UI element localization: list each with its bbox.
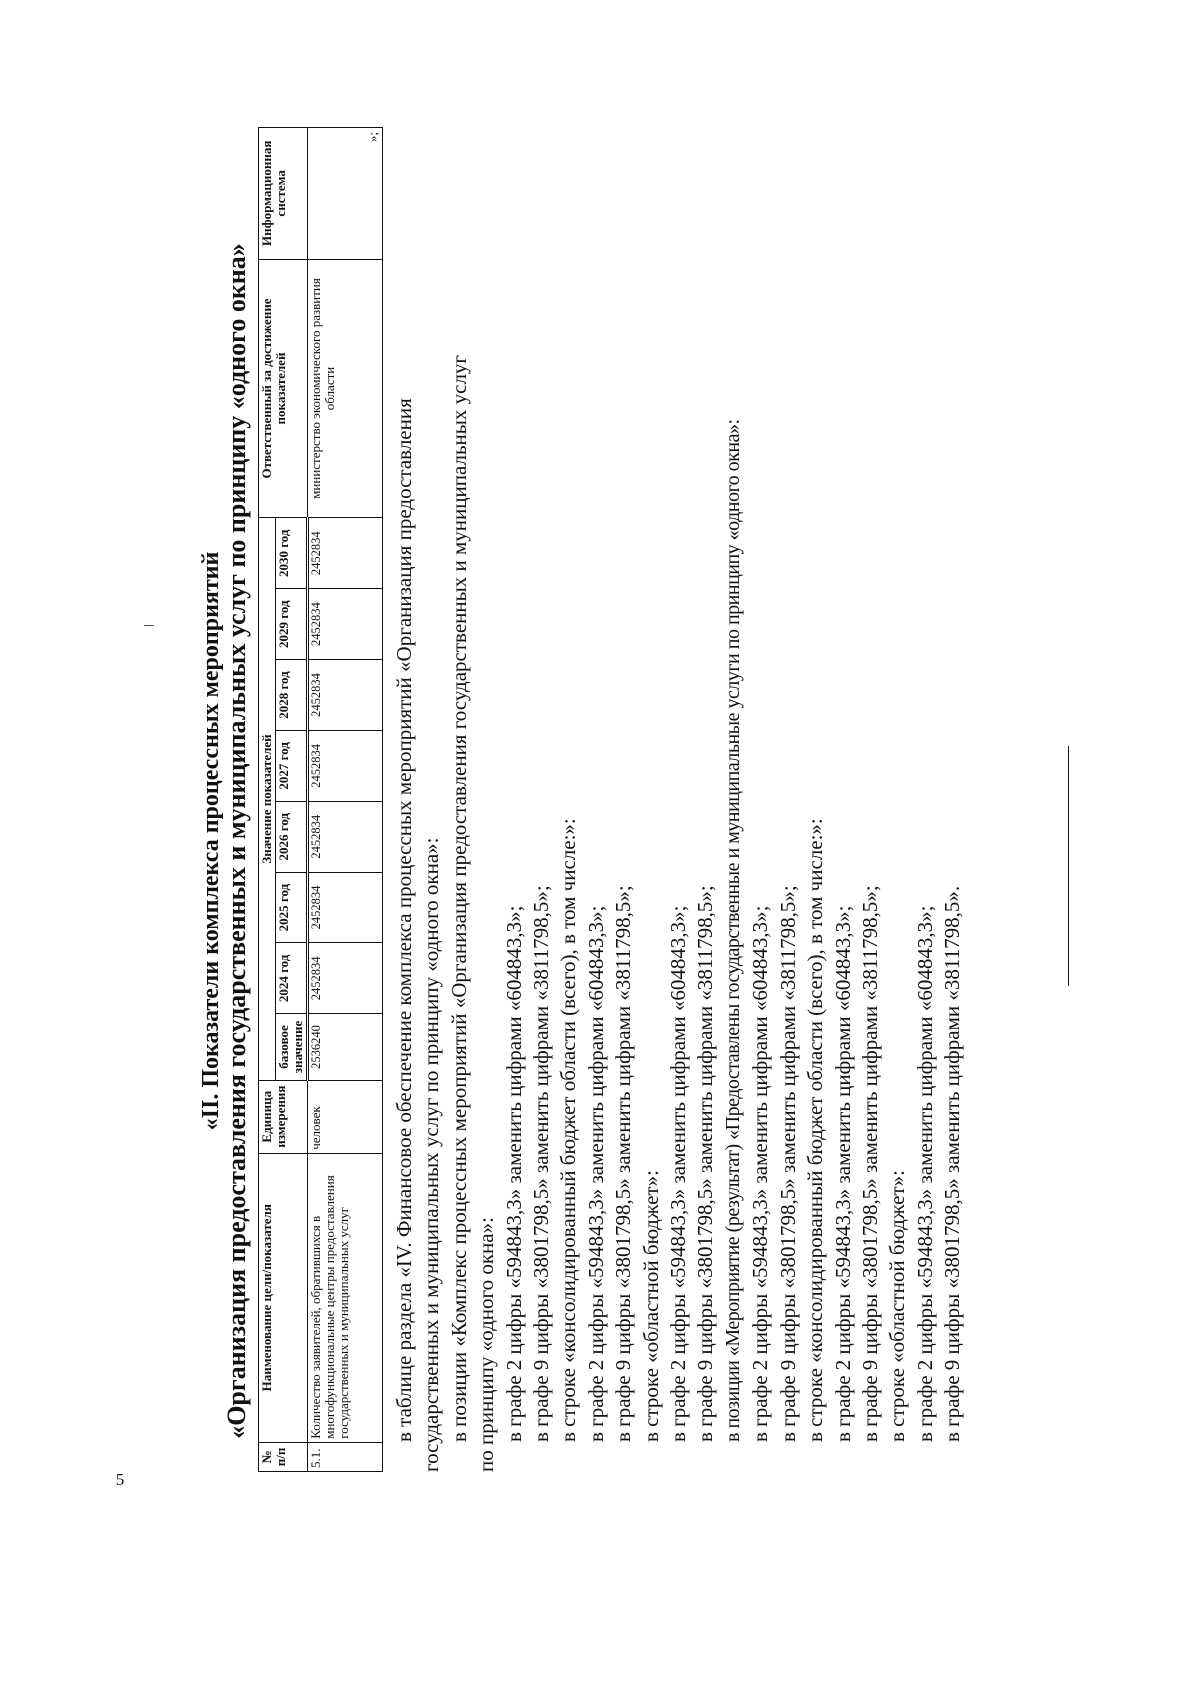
text-line: в графе 2 цифры «594843,3» заменить цифрами «604843,3»; bbox=[748, 905, 773, 1442]
row-base: 2536240 bbox=[308, 1014, 383, 1080]
row-year-value: 2452834 bbox=[308, 872, 383, 943]
header-base: базовое значение bbox=[276, 1014, 308, 1080]
text-line: в графе 2 цифры «594843,3» заменить цифрами «604843,3»; bbox=[501, 905, 526, 1442]
row-year-value: 2452834 bbox=[308, 943, 383, 1014]
text-line: государственных и муниципальных услуг по принципу «одного окна»: bbox=[419, 837, 444, 1472]
text-line: в графе 9 цифры «3801798,5» заменить цифрами «3811798,5»; bbox=[529, 885, 554, 1442]
row-year-value: 2452834 bbox=[308, 518, 383, 589]
table-header-row bbox=[259, 128, 276, 1472]
text-line: в строке «консолидированный бюджет области (всего), в том числе:»: bbox=[556, 818, 581, 1442]
row-year-value: 2452834 bbox=[308, 660, 383, 731]
amendments-text bbox=[391, 122, 967, 1472]
row-year-value: 2452834 bbox=[308, 589, 383, 660]
text-line: в строке «консолидированный бюджет области (всего), в том числе:»: bbox=[803, 818, 828, 1442]
text-line: в строке «областной бюджет»: bbox=[638, 1170, 663, 1442]
text-line: в позиции «Мероприятие (результат) «Предоставлены государственные и муниципальные услуги по принципу «одного окна»: bbox=[721, 419, 744, 1442]
header-year: 2029 год bbox=[276, 589, 308, 660]
row-unit: человек bbox=[308, 1080, 383, 1153]
row-responsible: министерство экономического развития области bbox=[308, 259, 383, 518]
row-name: Количество заявителей, обратившихся в многофункциональные центры предоставления государственных и муниципальных услуг bbox=[308, 1153, 383, 1442]
separator-rule bbox=[1068, 746, 1069, 986]
header-year: 2026 год bbox=[276, 801, 308, 872]
header-year: 2030 год bbox=[276, 518, 308, 589]
row-year-value: 2452834 bbox=[308, 801, 383, 872]
header-name: Наименование цели/показателя bbox=[259, 1153, 308, 1442]
row-infosystem bbox=[308, 128, 383, 260]
page-number: 5 bbox=[115, 1470, 125, 1489]
row-num: 5.1. bbox=[308, 1442, 383, 1471]
header-year: 2027 год bbox=[276, 730, 308, 801]
section-subheading: «Организация предоставления государственных и муниципальных услуг по принципу «одного окна» bbox=[222, 243, 251, 1439]
table-row bbox=[308, 128, 383, 1472]
text-line: в позиции «Комплекс процессных мероприятий «Организация предоставления государственных и муниципальных услуг bbox=[446, 354, 471, 1442]
closing-quote: »; bbox=[365, 132, 381, 143]
header-year: 2025 год bbox=[276, 872, 308, 943]
text-line: в строке «областной бюджет»: bbox=[885, 1170, 910, 1442]
text-line: в графе 2 цифры «594843,3» заменить цифрами «604843,3»; bbox=[666, 905, 691, 1442]
text-line: в графе 9 цифры «3801798,5» заменить цифрами «3811798,5»; bbox=[693, 885, 718, 1442]
text-line: в графе 2 цифры «594843,3» заменить цифрами «604843,3»; bbox=[830, 905, 855, 1442]
header-num: № п/п bbox=[259, 1442, 308, 1471]
text-line: в графе 9 цифры «3801798,5» заменить цифрами «3811798,5»; bbox=[611, 885, 636, 1442]
text-line: в графе 2 цифры «594843,3» заменить цифрами «604843,3»; bbox=[912, 905, 937, 1442]
text-line: в графе 9 цифры «3801798,5» заменить цифрами «3811798,5»; bbox=[857, 885, 882, 1442]
text-line: в графе 9 цифры «3801798,5» заменить цифрами «3811798,5»; bbox=[775, 885, 800, 1442]
header-infosystem: Информационная система bbox=[259, 128, 308, 260]
text-line: по принципу «одного окна»: bbox=[474, 1217, 499, 1472]
indicators-table bbox=[258, 127, 383, 1472]
text-line: в графе 9 цифры «3801798,5» заменить цифрами «3811798,5». bbox=[940, 885, 965, 1442]
text-line: в таблице раздела «IV. Финансовое обеспечение комплекса процессных мероприятий «Организация предоставления bbox=[392, 398, 416, 1442]
header-values-group: Значение показателей bbox=[259, 518, 276, 1080]
header-responsible: Ответственный за достижение показателей bbox=[259, 259, 308, 518]
text-line: в графе 2 цифры «594843,3» заменить цифрами «604843,3»; bbox=[583, 905, 608, 1442]
header-year: 2024 год bbox=[276, 943, 308, 1014]
header-unit: Единица измерения bbox=[259, 1080, 308, 1153]
scan-mark bbox=[144, 625, 154, 626]
header-year: 2028 год bbox=[276, 660, 308, 731]
section-heading: «II. Показатели комплекса процессных мероприятий bbox=[198, 551, 224, 1131]
row-year-value: 2452834 bbox=[308, 730, 383, 801]
